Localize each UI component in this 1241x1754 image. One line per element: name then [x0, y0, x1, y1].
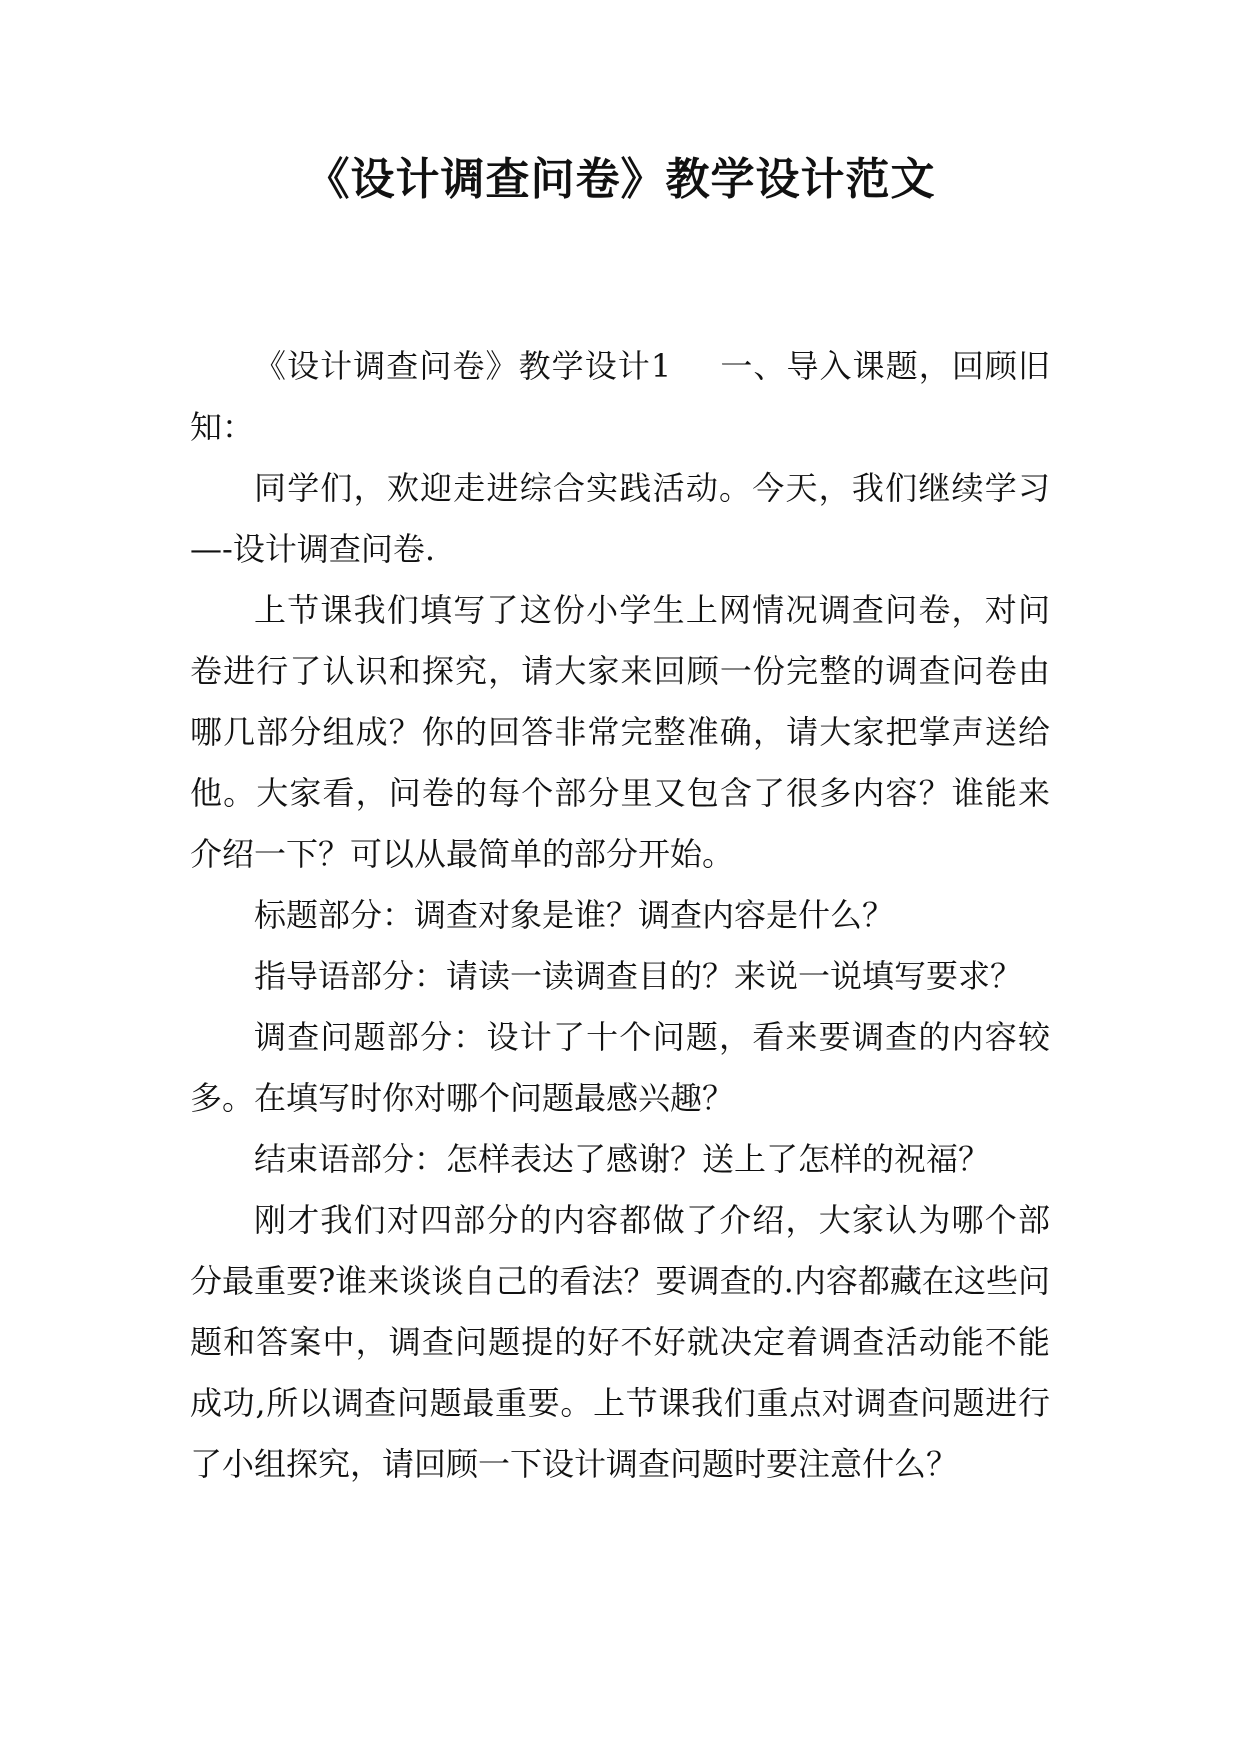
- paragraph: 刚才我们对四部分的内容都做了介绍，大家认为哪个部分最重要?谁来谈谈自己的看法？要调查的.内容都藏在这些问题和答案中，调查问题提的好不好就决定着调查活动能不能成功,所以调查问题最重要。上节课我们重点对调查问题进行了小组探究，请回顾一下设计调查问题时要注意什么？: [190, 1201, 1050, 1483]
- paragraph: 上节课我们填写了这份小学生上网情况调查问卷，对问卷进行了认识和探究，请大家来回顾一份完整的调查问卷由哪几部分组成？你的回答非常完整准确，请大家把掌声送给他。大家看，问卷的每个部分里又包含了很多内容？谁能来介绍一下？可以从最简单的部分开始。: [190, 591, 1050, 873]
- document-body: [190, 336, 1050, 1495]
- paragraph-intro: [190, 336, 1050, 458]
- paragraph-intro-text: 一、导入课题，回顾旧知：: [190, 347, 1050, 446]
- paragraph: 标题部分：调查对象是谁？调查内容是什么？: [254, 896, 895, 934]
- section-heading: 《设计调查问卷》教学设计1: [254, 347, 672, 385]
- paragraph: 调查问题部分：设计了十个问题，看来要调查的内容较多。在填写时你对哪个问题最感兴趣？: [190, 1018, 1050, 1117]
- paragraph: 结束语部分：怎样表达了感谢？送上了怎样的祝福？: [254, 1140, 991, 1178]
- document-title: 《设计调查问卷》教学设计范文: [305, 154, 936, 205]
- paragraph: 指导语部分：请读一读调查目的？来说一说填写要求？: [254, 957, 1023, 995]
- paragraph: 同学们，欢迎走进综合实践活动。今天，我们继续学习—-设计调查问卷.: [190, 469, 1050, 568]
